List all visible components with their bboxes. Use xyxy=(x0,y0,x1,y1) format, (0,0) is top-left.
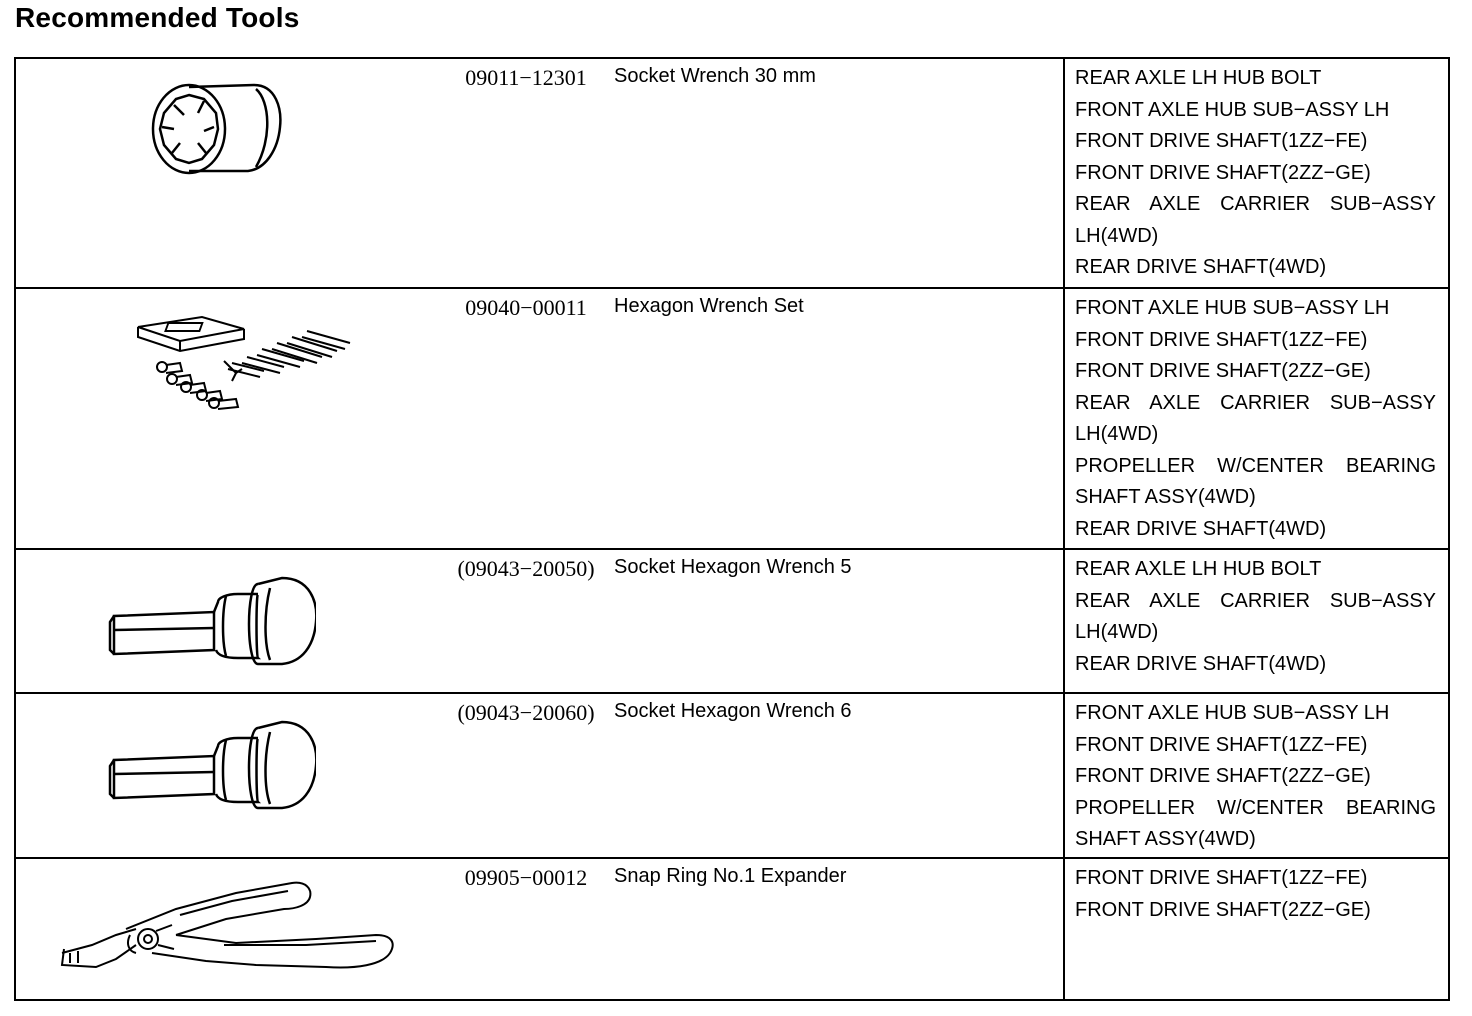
socket-hexagon-wrench-icon xyxy=(106,716,316,816)
usage-item: REAR AXLE CARRIER SUB−ASSY LH(4WD) xyxy=(1075,193,1436,247)
usage-cell xyxy=(1064,549,1449,693)
tool-name: Socket Hexagon Wrench 5 xyxy=(614,556,852,578)
usage-item: REAR AXLE CARRIER SUB−ASSY LH(4WD) xyxy=(1075,589,1436,643)
part-number: 09905−00012 xyxy=(464,865,588,890)
tool-name: Socket Hexagon Wrench 6 xyxy=(614,700,852,722)
tool-name: Hexagon Wrench Set xyxy=(614,295,804,317)
usage-item: PROPELLER W/CENTER BEARING SHAFT ASSY(4WD) xyxy=(1075,796,1436,850)
usage-item: FRONT DRIVE SHAFT(2ZZ−GE) xyxy=(1075,360,1371,382)
usage-cell xyxy=(1064,693,1449,858)
usage-list xyxy=(1065,859,1448,926)
usage-item: FRONT AXLE HUB SUB−ASSY LH xyxy=(1075,98,1390,121)
tool-row xyxy=(15,288,1449,549)
usage-item: FRONT DRIVE SHAFT(1ZZ−FE) xyxy=(1075,130,1368,152)
tools-table xyxy=(14,57,1450,1001)
usage-item: REAR AXLE LH HUB BOLT xyxy=(1075,67,1322,89)
usage-item: REAR AXLE LH HUB BOLT xyxy=(1075,558,1322,580)
usage-item: FRONT AXLE HUB SUB−ASSY LH xyxy=(1075,297,1390,319)
usage-list xyxy=(1065,550,1448,680)
usage-item: REAR DRIVE SHAFT(4WD) xyxy=(1075,256,1327,278)
usage-item: FRONT DRIVE SHAFT(1ZZ−FE) xyxy=(1075,733,1368,756)
snap-ring-expander-icon xyxy=(56,879,396,979)
part-number: (09043−20050) xyxy=(457,556,595,581)
socket-hexagon-wrench-icon xyxy=(106,572,316,672)
usage-item: FRONT DRIVE SHAFT(1ZZ−FE) xyxy=(1075,328,1368,351)
tool-row xyxy=(15,693,1449,858)
tool-main-cell xyxy=(15,58,1064,288)
part-number: 09011−12301 xyxy=(465,65,587,90)
usage-item: FRONT DRIVE SHAFT(1ZZ−FE) xyxy=(1075,867,1368,889)
hexagon-wrench-set-icon xyxy=(132,313,372,423)
socket-wrench-icon xyxy=(144,79,294,189)
usage-list xyxy=(1065,59,1448,284)
tool-main-cell xyxy=(15,549,1064,693)
usage-item: FRONT AXLE HUB SUB−ASSY LH xyxy=(1075,702,1390,724)
usage-item: FRONT DRIVE SHAFT(2ZZ−GE) xyxy=(1075,161,1371,184)
usage-item: REAR DRIVE SHAFT(4WD) xyxy=(1075,517,1327,540)
usage-item: FRONT DRIVE SHAFT(2ZZ−GE) xyxy=(1075,898,1371,921)
page-title: Recommended Tools xyxy=(15,2,300,33)
tool-main-cell xyxy=(15,693,1064,858)
part-number: 09040−00011 xyxy=(465,295,587,320)
tool-row xyxy=(15,858,1449,1000)
tool-main-cell xyxy=(15,288,1064,549)
usage-cell xyxy=(1064,288,1449,549)
usage-item: FRONT DRIVE SHAFT(2ZZ−GE) xyxy=(1075,765,1371,787)
usage-list xyxy=(1065,289,1448,545)
usage-list xyxy=(1065,694,1448,856)
tool-main-cell xyxy=(15,858,1064,1000)
part-number: (09043−20060) xyxy=(457,700,595,725)
tool-name: Snap Ring No.1 Expander xyxy=(614,865,847,887)
usage-cell xyxy=(1064,858,1449,1000)
usage-item: REAR AXLE CARRIER SUB−ASSY LH(4WD) xyxy=(1075,391,1436,445)
usage-cell xyxy=(1064,58,1449,288)
tool-row xyxy=(15,58,1449,288)
tool-name: Socket Wrench 30 mm xyxy=(614,65,816,87)
usage-item: REAR DRIVE SHAFT(4WD) xyxy=(1075,652,1327,675)
tool-row xyxy=(15,549,1449,693)
usage-item: PROPELLER W/CENTER BEARING SHAFT ASSY(4WD) xyxy=(1075,454,1436,508)
